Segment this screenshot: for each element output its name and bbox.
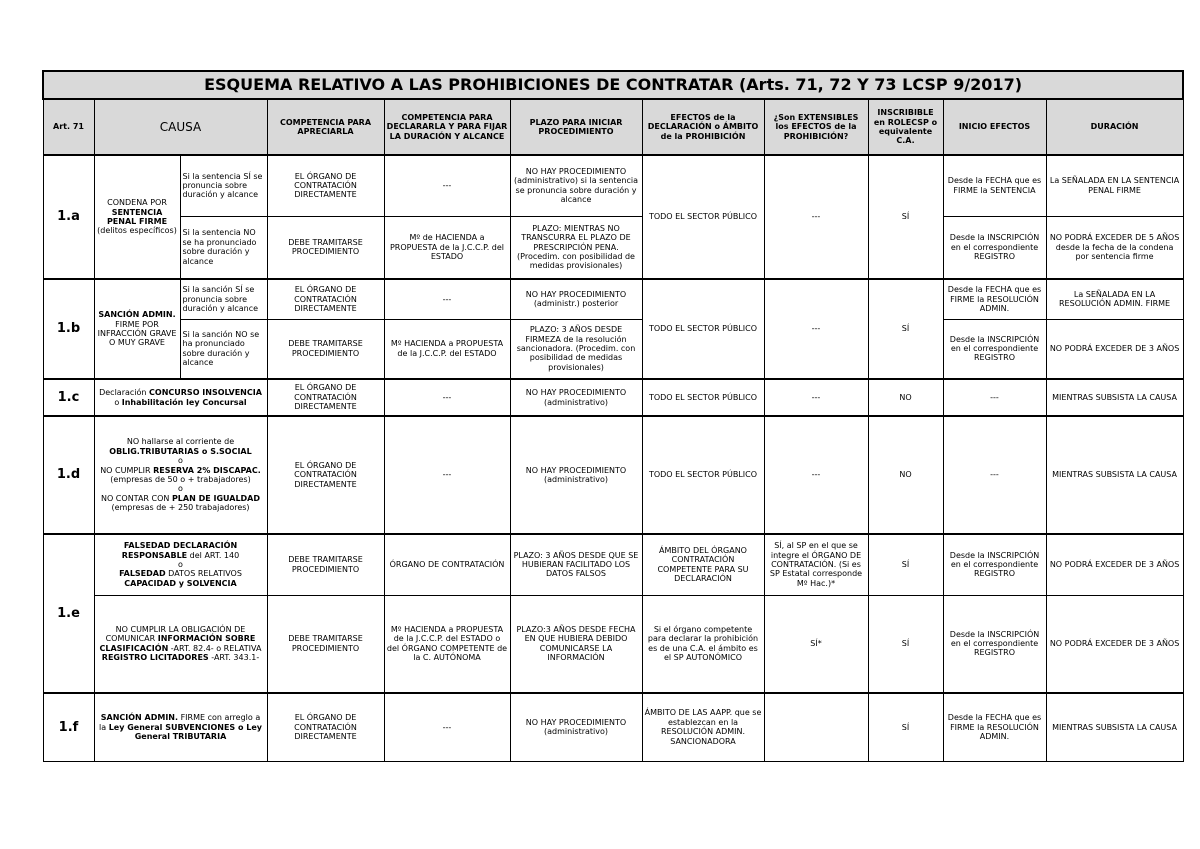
duracion: La SEÑALADA EN LA RESOLUCIÓN ADMIN. FIRME [1046, 279, 1183, 319]
competencia-apreciar: EL ÓRGANO DE CONTRATACIÓN DIRECTAMENTE [267, 416, 384, 534]
header-causa: CAUSA [94, 99, 267, 155]
plazo: NO HAY PROCEDIMIENTO (administrativo) [510, 379, 642, 416]
table-row [43, 319, 1183, 379]
causa-cell: NO hallarse al corriente de OBLIG.TRIBUTARIAS o S.SOCIAL o NO CUMPLIR RESERVA 2% DISCAPAC. (empresas de 50 o + trabajadores) o NO CONTAR CON PLAN DE IGUALDAD (empresas de + 250 trabajadores) [94, 416, 267, 534]
art-label: 1.b [43, 279, 94, 379]
header-competencia-apreciarla: COMPETENCIA PARA APRECIARLA [267, 99, 384, 155]
causa-cell: CONDENA POR SENTENCIA PENAL FIRME (delitos específicos) [94, 155, 180, 279]
competencia-declarar: Mº HACIENDA a PROPUESTA de la J.C.C.P. del ESTADO o del ÓRGANO COMPETENTE de la C. AUTÓNOMA [384, 595, 510, 693]
competencia-apreciar: EL ÓRGANO DE CONTRATACIÓN DIRECTAMENTE [267, 279, 384, 319]
inicio-efectos: Desde la INSCRIPCIÓN en el correspondiente REGISTRO [943, 534, 1046, 595]
inicio-efectos: Desde la INSCRIPCIÓN en el correspondiente REGISTRO [943, 595, 1046, 693]
efectos: Si el órgano competente para declarar la prohibición es de una C.A. el ámbito es el SP AUTONÓMICO [642, 595, 764, 693]
efectos: TODO EL SECTOR PÚBLICO [642, 416, 764, 534]
header-plazo: PLAZO PARA INICIAR PROCEDIMIENTO [510, 99, 642, 155]
art-label: 1.a [43, 155, 94, 279]
competencia-declarar: --- [384, 279, 510, 319]
art-label: 1.e [43, 534, 94, 693]
sub-causa: Si la sentencia SÍ se pronuncia sobre duración y alcance [180, 155, 267, 216]
causa-cell: NO CUMPLIR LA OBLIGACIÓN DE COMUNICAR INFORMACIÓN SOBRE CLASIFICACIÓN -ART. 82.4- o RELATIVA REGISTRO LICITADORES -ART. 343.1- [94, 595, 267, 693]
inicio-efectos: Desde la FECHA que es FIRME la RESOLUCIÓN ADMIN. [943, 279, 1046, 319]
extensibles [764, 693, 868, 761]
competencia-declarar: Mº HACIENDA a PROPUESTA de la J.C.C.P. del ESTADO [384, 319, 510, 379]
efectos: TODO EL SECTOR PÚBLICO [642, 155, 764, 279]
table-row [43, 693, 1183, 761]
extensibles: --- [764, 155, 868, 279]
competencia-declarar: --- [384, 693, 510, 761]
inicio-efectos: Desde la FECHA que es FIRME la SENTENCIA [943, 155, 1046, 216]
header-competencia-declararla: COMPETENCIA PARA DECLARARLA Y PARA FIJAR LA DURACIÓN Y ALCANCE [384, 99, 510, 155]
sub-causa: Si la sanción NO se ha pronunciado sobre duración y alcance [180, 319, 267, 379]
art-label: 1.c [43, 379, 94, 416]
inscribible: NO [868, 416, 943, 534]
inicio-efectos: Desde la INSCRIPCIÓN en el correspondiente REGISTRO [943, 319, 1046, 379]
table-row [43, 216, 1183, 279]
causa-cell: SANCIÓN ADMIN. FIRME con arreglo a la Ley General SUBVENCIONES o Ley General TRIBUTARIA [94, 693, 267, 761]
duracion: NO PODRÁ EXCEDER DE 3 AÑOS [1046, 595, 1183, 693]
sub-causa: Si la sanción SÍ se pronuncia sobre duración y alcance [180, 279, 267, 319]
plazo: PLAZO: MIENTRAS NO TRANSCURRA EL PLAZO DE PRESCRIPCIÓN PENA. (Procedim. con posibilidad de medidas provisionales) [510, 216, 642, 279]
table-row [43, 155, 1183, 216]
competencia-apreciar: DEBE TRAMITARSE PROCEDIMIENTO [267, 595, 384, 693]
plazo: NO HAY PROCEDIMIENTO (administrativo) [510, 693, 642, 761]
duracion: NO PODRÁ EXCEDER DE 5 AÑOS desde la fecha de la condena por sentencia firme [1046, 216, 1183, 279]
efectos: TODO EL SECTOR PÚBLICO [642, 379, 764, 416]
header-extensibles: ¿Son EXTENSIBLES los EFECTOS de la PROHIBICIÓN? [764, 99, 868, 155]
duracion: La SEÑALADA EN LA SENTENCIA PENAL FIRME [1046, 155, 1183, 216]
extensibles: SÍ* [764, 595, 868, 693]
duracion: MIENTRAS SUBSISTA LA CAUSA [1046, 693, 1183, 761]
extensibles: SÍ, al SP en el que se integre el ÓRGANO DE CONTRATACIÓN. (Si es SP Estatal corresponde Mº Hac.)* [764, 534, 868, 595]
inscribible: SÍ [868, 155, 943, 279]
extensibles: --- [764, 279, 868, 379]
inicio-efectos: --- [943, 379, 1046, 416]
plazo: PLAZO: 3 AÑOS DESDE FIRMEZA de la resolución sancionadora. (Procedim. con posibilidad de medidas provisionales) [510, 319, 642, 379]
efectos: TODO EL SECTOR PÚBLICO [642, 279, 764, 379]
inscribible: NO [868, 379, 943, 416]
competencia-apreciar: DEBE TRAMITARSE PROCEDIMIENTO [267, 319, 384, 379]
extensibles: --- [764, 379, 868, 416]
header-art: Art. 71 [43, 99, 94, 155]
competencia-apreciar: DEBE TRAMITARSE PROCEDIMIENTO [267, 534, 384, 595]
art-label: 1.f [43, 693, 94, 761]
inscribible: SÍ [868, 595, 943, 693]
causa-cell: Declaración CONCURSO INSOLVENCIA o Inhabilitación ley Concursal [94, 379, 267, 416]
plazo: PLAZO:3 AÑOS DESDE FECHA EN QUE HUBIERA DEBIDO COMUNICARSE LA INFORMACIÓN [510, 595, 642, 693]
efectos: ÁMBITO DE LAS AAPP. que se establezcan en la RESOLUCIÓN ADMIN. SANCIONADORA [642, 693, 764, 761]
header-duracion: DURACIÓN [1046, 99, 1183, 155]
competencia-apreciar: DEBE TRAMITARSE PROCEDIMIENTO [267, 216, 384, 279]
competencia-declarar: ÓRGANO DE CONTRATACIÓN [384, 534, 510, 595]
inicio-efectos: Desde la FECHA que es FIRME la RESOLUCIÓN ADMIN. [943, 693, 1046, 761]
causa-cell: FALSEDAD DECLARACIÓN RESPONSABLE del ART. 140 o FALSEDAD DATOS RELATIVOS CAPACIDAD y SOLVENCIA [94, 534, 267, 595]
duracion: NO PODRÁ EXCEDER DE 3 AÑOS [1046, 319, 1183, 379]
competencia-declarar: --- [384, 379, 510, 416]
inscribible: SÍ [868, 534, 943, 595]
duracion: MIENTRAS SUBSISTA LA CAUSA [1046, 379, 1183, 416]
causa-cell: SANCIÓN ADMIN. FIRME POR INFRACCIÓN GRAVE O MUY GRAVE [94, 279, 180, 379]
plazo: NO HAY PROCEDIMIENTO (administrativo) si la sentencia se pronuncia sobre duración y alcance [510, 155, 642, 216]
prohibiciones-table-wrapper [42, 70, 1182, 762]
table-row [43, 534, 1183, 595]
competencia-apreciar: EL ÓRGANO DE CONTRATACIÓN DIRECTAMENTE [267, 155, 384, 216]
page-title: ESQUEMA RELATIVO A LAS PROHIBICIONES DE CONTRATAR (Arts. 71, 72 Y 73 LCSP 9/2017) [43, 71, 1183, 99]
table-row [43, 595, 1183, 693]
header-inicio: INICIO EFECTOS [943, 99, 1046, 155]
competencia-apreciar: EL ÓRGANO DE CONTRATACIÓN DIRECTAMENTE [267, 693, 384, 761]
inscribible: SÍ [868, 693, 943, 761]
header-efectos: EFECTOS de la DECLARACIÓN o ÁMBITO de la PROHIBICIÓN [642, 99, 764, 155]
duracion: NO PODRÁ EXCEDER DE 3 AÑOS [1046, 534, 1183, 595]
prohibiciones-table [42, 70, 1184, 762]
competencia-declarar: Mº de HACIENDA a PROPUESTA de la J.C.C.P. del ESTADO [384, 216, 510, 279]
plazo: NO HAY PROCEDIMIENTO (administrativo) [510, 416, 642, 534]
duracion: MIENTRAS SUBSISTA LA CAUSA [1046, 416, 1183, 534]
art-label: 1.d [43, 416, 94, 534]
plazo: PLAZO: 3 AÑOS DESDE QUE SE HUBIERAN FACILITADO LOS DATOS FALSOS [510, 534, 642, 595]
inicio-efectos: --- [943, 416, 1046, 534]
efectos: ÁMBITO DEL ÓRGANO CONTRATACIÓN COMPETENTE PARA SU DECLARACIÓN [642, 534, 764, 595]
table-row [43, 416, 1183, 534]
plazo: NO HAY PROCEDIMIENTO (administr.) posterior [510, 279, 642, 319]
competencia-apreciar: EL ÓRGANO DE CONTRATACIÓN DIRECTAMENTE [267, 379, 384, 416]
competencia-declarar: --- [384, 416, 510, 534]
inscribible: SÍ [868, 279, 943, 379]
competencia-declarar: --- [384, 155, 510, 216]
header-inscribible: INSCRIBIBLE en ROLECSP o equivalente C.A. [868, 99, 943, 155]
inicio-efectos: Desde la INSCRIPCIÓN en el correspondiente REGISTRO [943, 216, 1046, 279]
extensibles: --- [764, 416, 868, 534]
sub-causa: Si la sentencia NO se ha pronunciado sobre duración y alcance [180, 216, 267, 279]
table-row [43, 379, 1183, 416]
table-row [43, 279, 1183, 319]
